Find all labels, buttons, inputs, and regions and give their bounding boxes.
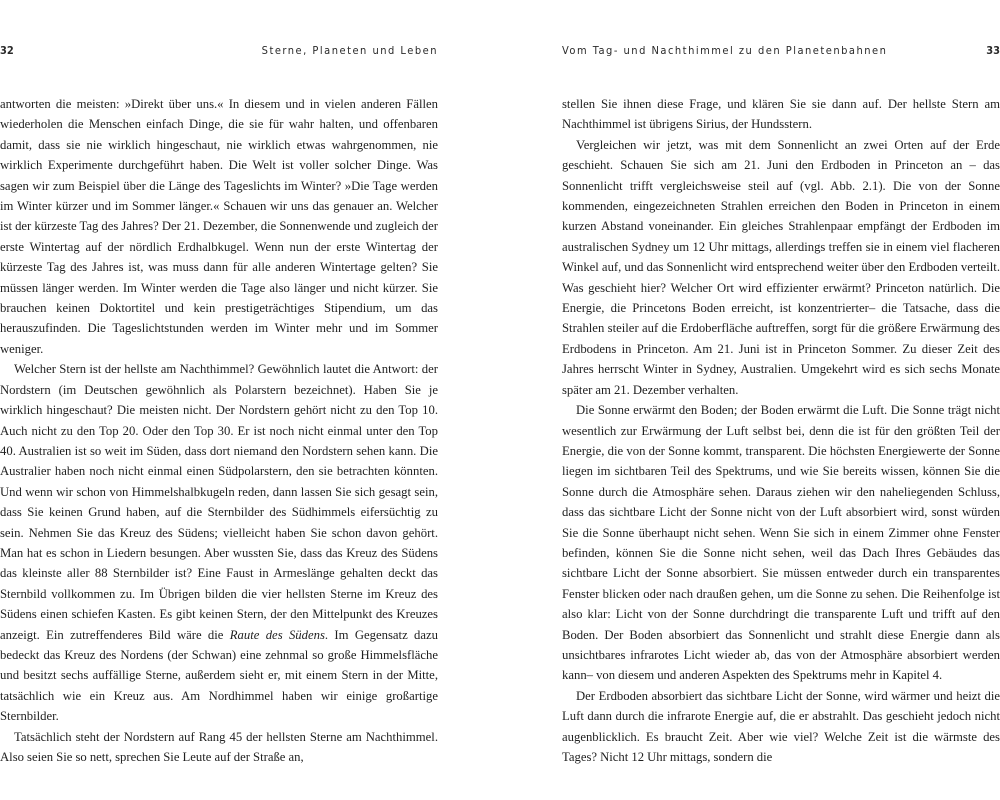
paragraph xyxy=(0,359,438,726)
paragraph xyxy=(0,94,438,359)
paragraph xyxy=(0,727,438,768)
right-page xyxy=(562,0,1000,800)
text-run: Die Sonne erwärmt den Boden; der Boden erwärmt die Luft. Die Sonne trägt nicht wesentlich zur Erwärmung der Luft selbst bei, denn die ist für den größten Teil der Energie, die von der Sonne kommt, transparent. Die höchsten Energiewerte der Sonne liegen im sichtbaren Teil des Spektrums, und wie Sie bereits wissen, können Sie die Sonne durch die Atmosphäre sehen. Daraus ziehen wir den naheliegenden Schluss, dass das sichtbare Licht der Sonne nicht von der Luft absorbiert wird, sonst würden Sie die Sonne überhaupt nicht sehen. Wenn Sie sich in einem Zimmer ohne Fenster befinden, können Sie die Sonne nicht sehen, weil das Dach Ihres Gebäudes das sichtbare Licht der Sonne absorbiert. Sie müssen entweder durch ein transparentes Fenster blicken oder nach draußen gehen, um die Sonne zu sehen. Die Reihenfolge ist also klar: Licht von der Sonne durchdringt die transparente Luft und trifft auf den Boden. Der Boden absorbiert das Sonnenlicht und strahlt diese Energie dann als unsichtbares infrarotes Licht wieder ab, das von der Atmosphäre absorbiert werden kann– von diesem und anderen Aspekten des Spektrums mehr in Kapitel 4. xyxy=(562,403,1000,683)
right-running-title: Vom Tag- und Nachthimmel zu den Planetenbahnen xyxy=(562,44,888,57)
text-run: . Im Gegensatz dazu bedeckt das Kreuz des Nordens (der Schwan) eine zehnmal so große Himmelsfläche und besitzt sechs auffällige Sterne, außerdem sieht er, mit einem Stern in der Mitte, tatsächlich wie ein Kreuz aus. Am Nordhimmel haben wir einige großartige Sternbilder. xyxy=(0,627,438,724)
text-run: antworten die meisten: »Direkt über uns.« In diesem und in vielen anderen Fällen wiederholen die Menschen einfach Dinge, die sie für wahr halten, und offenbaren damit, dass sie nie wirklich hingeschaut, nie wirklich etwas wahrgenommen, nie wirklich Experimente durchgeführt haben. Die Welt ist voller solcher Dinge. Was sagen wir zum Beispiel über die Länge des Tageslichts im Winter? »Die Tage werden im Winter kürzer und im Sommer länger.« Schauen wir uns das genauer an. Welcher ist der kürzeste Tag des Jahres? Der 21. Dezember, die Sonnenwende und zugleich der erste Wintertag auf der nördlich Erdhalbkugel. Wenn nun der erste Wintertag der kürzeste Tag des Jahres ist, was muss dann für alle anderen Wintertage gelten? Sie müssen länger werden. Im Winter werden die Tage also länger und nicht kürzer. Sie brauchen keinen Doktortitel und kein prestigeträchtiges Stipendium, um das herauszufinden. Die Tageslichtstunden werden im Winter mehr und im Sommer weniger. xyxy=(0,97,438,356)
paragraph xyxy=(562,686,1000,768)
text-run: Welcher Stern ist der hellste am Nachthimmel? Gewöhnlich lautet die Antwort: der Nordstern (im Deutschen gewöhnlich als Polarstern bezeichnet). Haben Sie je wirklich hingeschaut? Die meisten nicht. Der Nordstern gehört nicht zu den Top 10. Auch nicht zu den Top 20. Oder den Top 30. Er ist noch nicht einmal unter den Top 40. Australien ist so weit im Süden, dass dort niemand den Nordstern sehen kann. Die Australier haben noch nicht einmal einen Südpolarstern, den sie betrachten könnten. Und wenn wir schon von Himmelshalbkugeln reden, dann lassen Sie sich gesagt sein, dass Sie keinen Grund haben, auf die Sternbilder des Südhimmels eifersüchtig zu sein. Nehmen Sie das Kreuz des Südens; vielleicht haben Sie schon davon gehört. Man hat es schon in Liedern besungen. Aber wussten Sie, dass das Kreuz des Südens das kleinste aller 88 Sternbilder ist? Eine Faust in Armeslänge gehalten deckt das Sternbild vollkommen zu. Im Übrigen bilden die vier hellsten Sterne im Kreuz des Südens einen schiefen Kasten. Es gibt keinen Stern, der den Mittelpunkt des Kreuzes anzeigt. Ein zutreffenderes Bild wäre die xyxy=(0,362,438,642)
right-page-body xyxy=(562,94,1000,767)
left-page xyxy=(0,0,440,800)
left-page-body xyxy=(0,94,438,767)
right-page-number: 33 xyxy=(986,44,1000,57)
paragraph xyxy=(562,94,1000,135)
right-page-header xyxy=(562,44,1000,64)
text-run: Vergleichen wir jetzt, was mit dem Sonnenlicht an zwei Orten auf der Erde geschieht. Schauen Sie sich am 21. Juni den Erdboden in Princeton an – das Sonnenlicht trifft vergleichsweise steil auf (vgl. Abb. 2.1). Die von der Sonne kommenden, eingezeichneten Strahlen erreichen den Boden in Princeton in einem kurzen Abstand voneinander. Ein gleiches Strahlenpaar empfängt der Erdboden im australischen Sydney um 12 Uhr mittags, allerdings treffen sie in einem viel flacheren Winkel auf, und das Sonnenlicht wird entsprechend weiter über den Erdboden verteilt. Was geschieht hier? Welcher Ort wird effizienter erwärmt? Princeton natürlich. Die Energie, die Princetons Boden erreicht, ist konzentrierter– die Tatsache, dass die Strahlen steiler auf die Erdoberfläche auftreffen, sorgt für die größere Erwärmung des Erdbodens in Princeton. Am 21. Juni ist in Princeton Sommer. Zu dieser Zeit des Jahres herrscht Winter in Sydney, Australien. Umgekehrt wird es sich sechs Monate später am 21. Dezember verhalten. xyxy=(562,137,1000,397)
text-run: stellen Sie ihnen diese Frage, und klären Sie sie dann auf. Der hellste Stern am Nachthimmel ist übrigens Sirius, der Hundsstern. xyxy=(562,97,1000,132)
text-run: Der Erdboden absorbiert das sichtbare Licht der Sonne, wird wärmer und heizt die Luft dann durch die infrarote Energie auf, die er abstrahlt. Das geschieht jedoch nicht augenblicklich. Es braucht Zeit. Aber wie viel? Welche Zeit ist die wärmste des Tages? Nicht 12 Uhr mittags, sondern die xyxy=(562,688,1000,764)
left-page-number: 32 xyxy=(0,44,14,57)
left-page-header xyxy=(0,44,438,64)
italic-run: Raute des Südens xyxy=(229,627,325,642)
left-running-title: Sterne, Planeten und Leben xyxy=(261,44,438,57)
paragraph xyxy=(562,135,1000,400)
text-run: Tatsächlich steht der Nordstern auf Rang 45 der hellsten Sterne am Nachthimmel. Also seien Sie so nett, sprechen Sie Leute auf der Straße an, xyxy=(0,729,438,764)
paragraph xyxy=(562,400,1000,686)
